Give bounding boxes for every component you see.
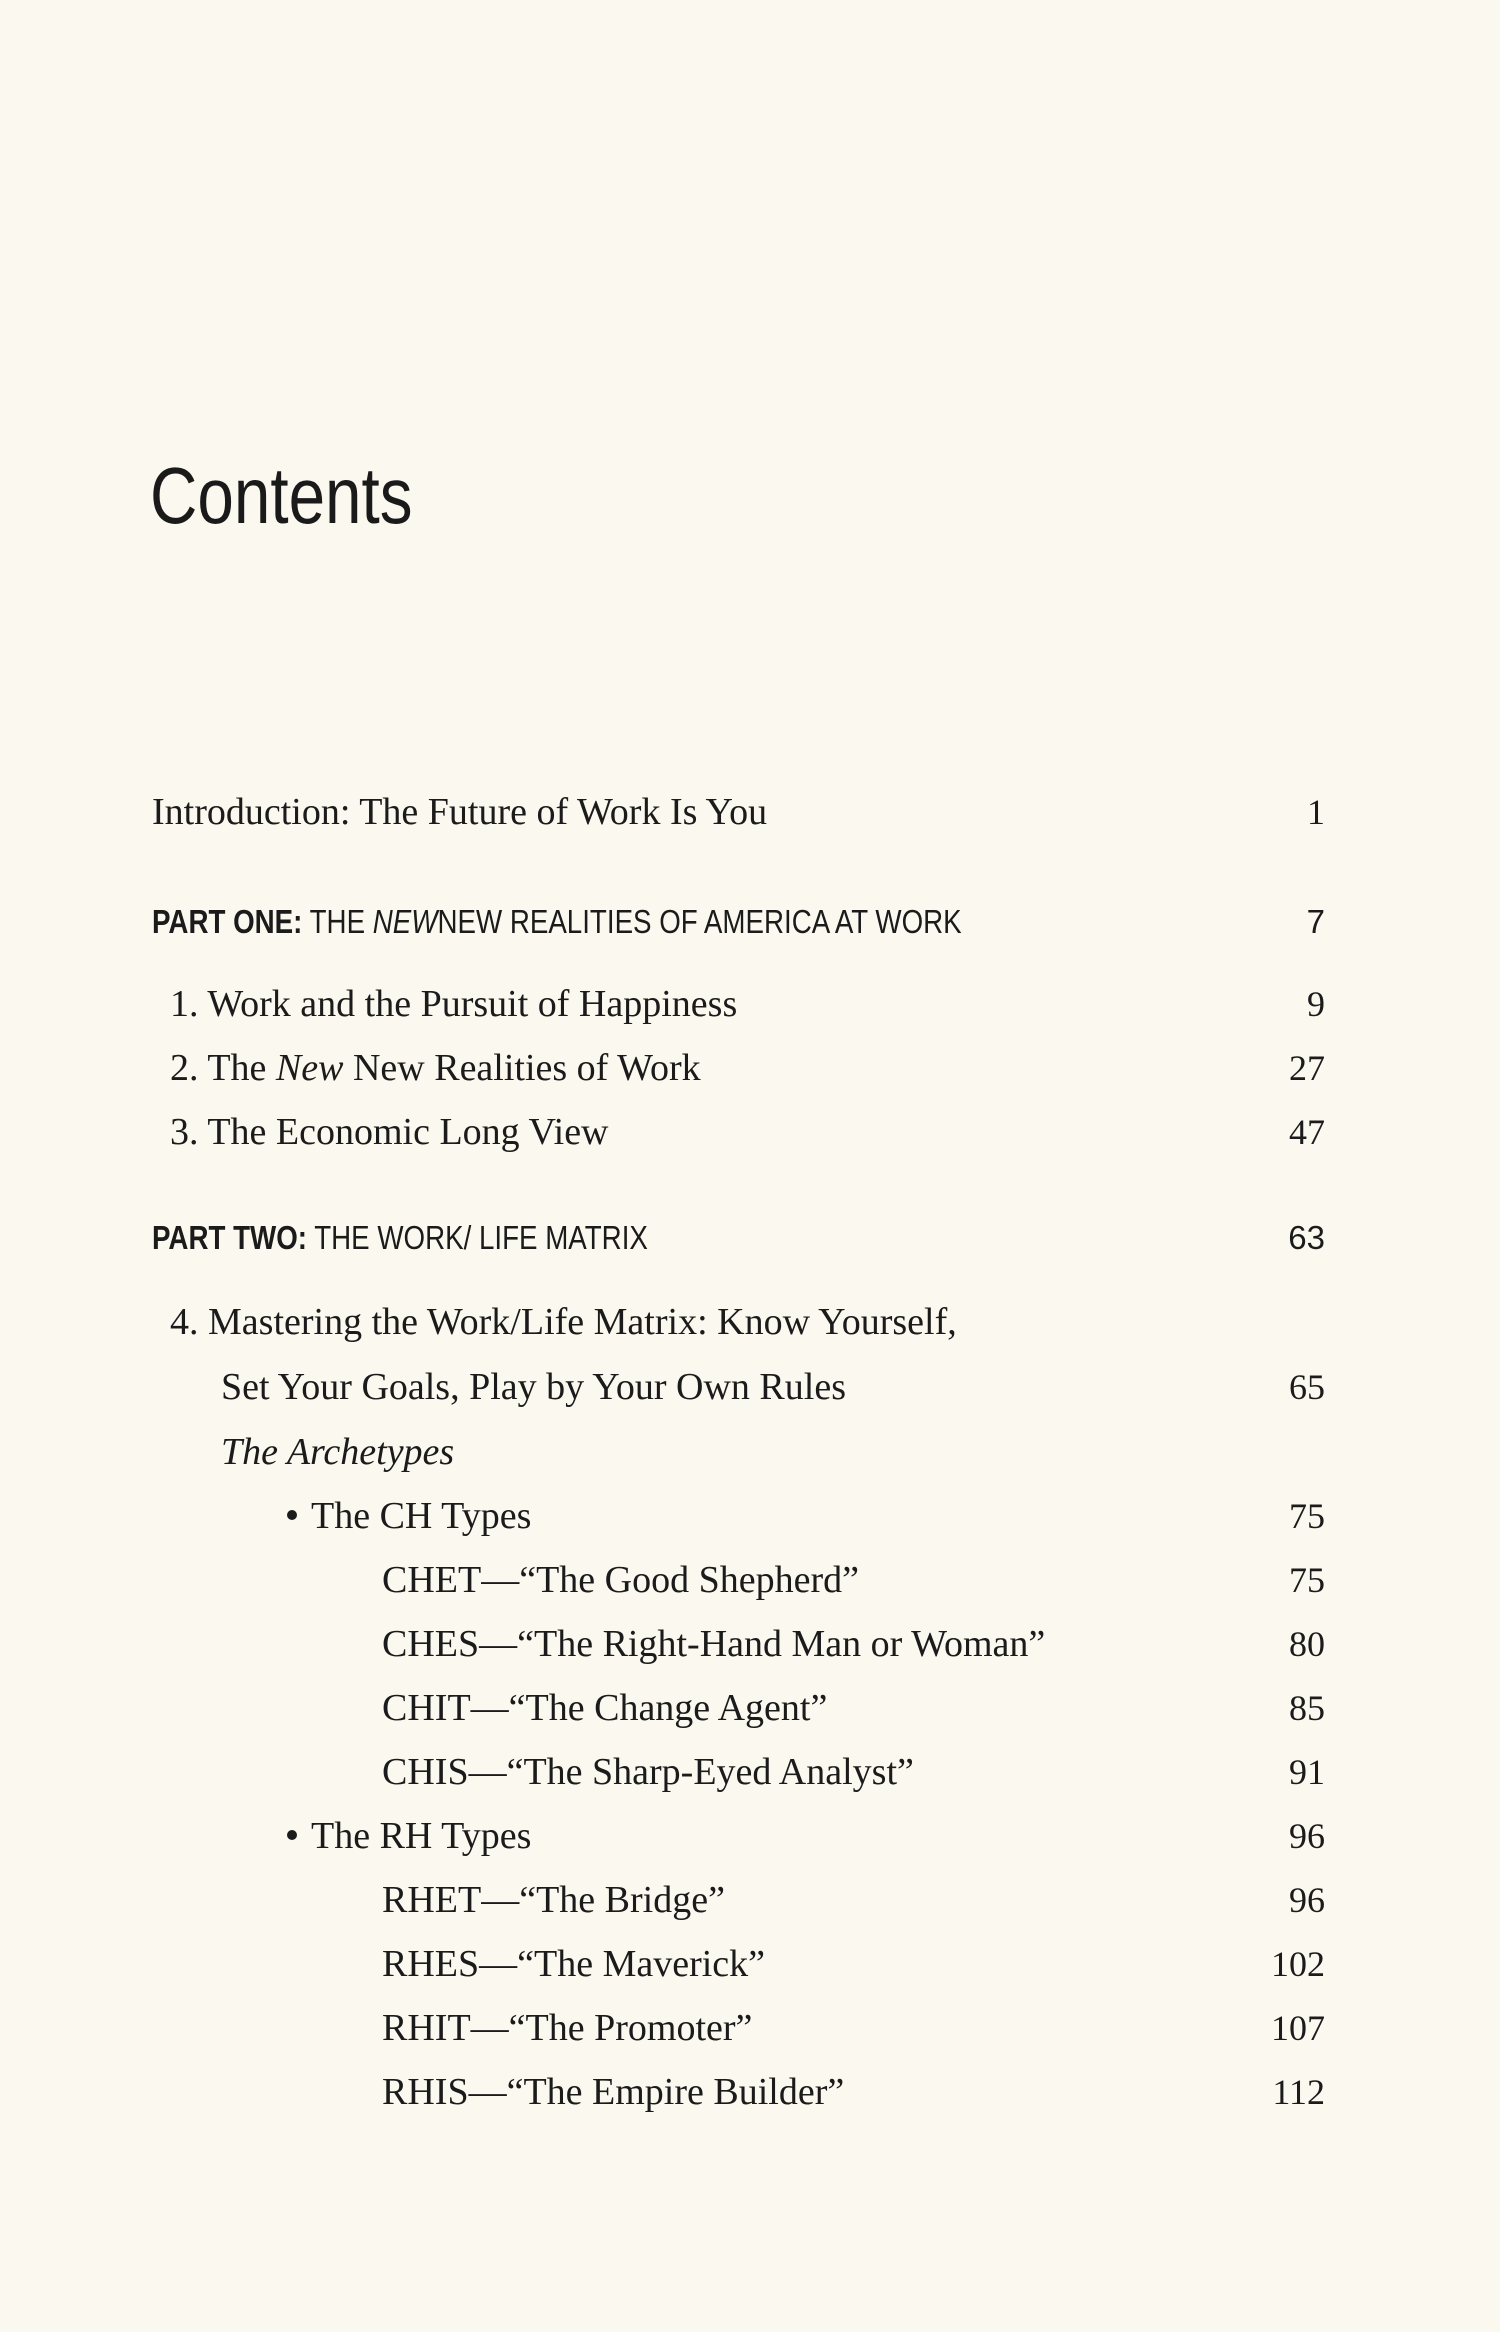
part-prefix: PART ONE: bbox=[152, 903, 303, 940]
toc-entry-introduction[interactable] bbox=[0, 780, 1500, 844]
toc-entry-rh-types[interactable] bbox=[0, 1804, 1500, 1868]
toc-entry-label: Set Your Goals, Play by Your Own Rules bbox=[221, 1366, 846, 1408]
toc-page-number: 96 bbox=[1289, 1880, 1325, 1920]
chapter-title-rest: New Realities of Work bbox=[352, 1047, 701, 1089]
toc-page-number: 96 bbox=[1289, 1816, 1325, 1856]
toc-entry-text: The CH Types bbox=[311, 1495, 532, 1537]
toc-entry-label: CHES—“The Right-Hand Man or Woman” bbox=[382, 1623, 1046, 1665]
chapter-title-italic: New bbox=[275, 1047, 344, 1089]
toc-page-number: 80 bbox=[1289, 1624, 1325, 1664]
toc-entry-label: CHET—“The Good Shepherd” bbox=[382, 1559, 859, 1601]
chapter-title-pre: 2. The bbox=[170, 1047, 267, 1089]
toc-entry-label: 1. Work and the Pursuit of Happiness bbox=[170, 983, 738, 1025]
toc-part-two[interactable] bbox=[0, 1206, 1500, 1270]
toc-page-number: 85 bbox=[1289, 1688, 1325, 1728]
toc-entry-chis[interactable] bbox=[0, 1740, 1500, 1804]
toc-entry-label: 4. Mastering the Work/Life Matrix: Know Yourself, bbox=[170, 1301, 957, 1343]
toc-entry-label: RHES—“The Maverick” bbox=[382, 1943, 766, 1985]
part-title-pre: THE bbox=[309, 903, 366, 940]
toc-entry-ch-types[interactable] bbox=[0, 1484, 1500, 1548]
toc-entry-text: The RH Types bbox=[311, 1815, 532, 1857]
toc-page-number: 102 bbox=[1271, 1944, 1325, 1984]
toc-entry-label: RHET—“The Bridge” bbox=[382, 1879, 725, 1921]
part-title-rest: NEW REALITIES OF AMERICA AT WORK bbox=[437, 903, 962, 940]
toc-section-archetypes[interactable] bbox=[0, 1420, 1500, 1484]
toc-part-label bbox=[152, 890, 962, 954]
toc-entry-chapter-4-line-1[interactable] bbox=[0, 1290, 1500, 1354]
toc-entry-label bbox=[287, 1484, 531, 1548]
toc-entry-chapter-2[interactable] bbox=[0, 1036, 1500, 1100]
toc-entry-label bbox=[287, 1804, 531, 1868]
toc-entry-chapter-1[interactable] bbox=[0, 972, 1500, 1036]
toc-page-number: 75 bbox=[1289, 1496, 1325, 1536]
toc-page-number: 47 bbox=[1289, 1112, 1325, 1152]
part-title-rest: THE WORK/ LIFE MATRIX bbox=[314, 1219, 648, 1256]
toc-entry-ches[interactable] bbox=[0, 1612, 1500, 1676]
toc-page-number: 75 bbox=[1289, 1560, 1325, 1600]
toc-section-label: The Archetypes bbox=[221, 1431, 455, 1473]
toc-page-number: 91 bbox=[1289, 1752, 1325, 1792]
toc-page-number: 7 bbox=[1306, 903, 1325, 940]
toc-page-number: 27 bbox=[1289, 1048, 1325, 1088]
toc-page-number: 112 bbox=[1272, 2072, 1325, 2112]
toc-entry-label: CHIS—“The Sharp-Eyed Analyst” bbox=[382, 1751, 914, 1793]
toc-entry-label: 3. The Economic Long View bbox=[170, 1111, 609, 1153]
toc-entry-rhes[interactable] bbox=[0, 1932, 1500, 1996]
toc-entry-label: RHIS—“The Empire Builder” bbox=[382, 2071, 845, 2113]
toc-entry-rhit[interactable] bbox=[0, 1996, 1500, 2060]
toc-part-label bbox=[152, 1206, 648, 1270]
toc-page-number: 107 bbox=[1271, 2008, 1325, 2048]
toc-entry-label: CHIT—“The Change Agent” bbox=[382, 1687, 828, 1729]
toc-page-number: 9 bbox=[1307, 984, 1325, 1024]
toc-page-number: 65 bbox=[1289, 1367, 1325, 1407]
toc-entry-rhet[interactable] bbox=[0, 1868, 1500, 1932]
toc-part-one[interactable] bbox=[0, 890, 1500, 954]
toc-page-number: 1 bbox=[1307, 792, 1325, 832]
toc-entry-rhis[interactable] bbox=[0, 2060, 1500, 2124]
toc-entry-label: Introduction: The Future of Work Is You bbox=[152, 791, 768, 833]
toc-entry-chit[interactable] bbox=[0, 1676, 1500, 1740]
toc-entry-label: RHIT—“The Promoter” bbox=[382, 2007, 753, 2049]
part-prefix: PART TWO: bbox=[152, 1219, 307, 1256]
bullet-icon bbox=[287, 1510, 297, 1520]
bullet-icon bbox=[287, 1830, 297, 1840]
toc-entry-chet[interactable] bbox=[0, 1548, 1500, 1612]
toc-entry-chapter-4-line-2[interactable] bbox=[0, 1355, 1500, 1419]
toc-entry-label bbox=[170, 1036, 701, 1100]
toc-entry-chapter-3[interactable] bbox=[0, 1100, 1500, 1164]
page-title: Contents bbox=[150, 451, 413, 540]
part-title-italic: NEW bbox=[372, 903, 438, 940]
toc-page-number: 63 bbox=[1288, 1219, 1325, 1256]
